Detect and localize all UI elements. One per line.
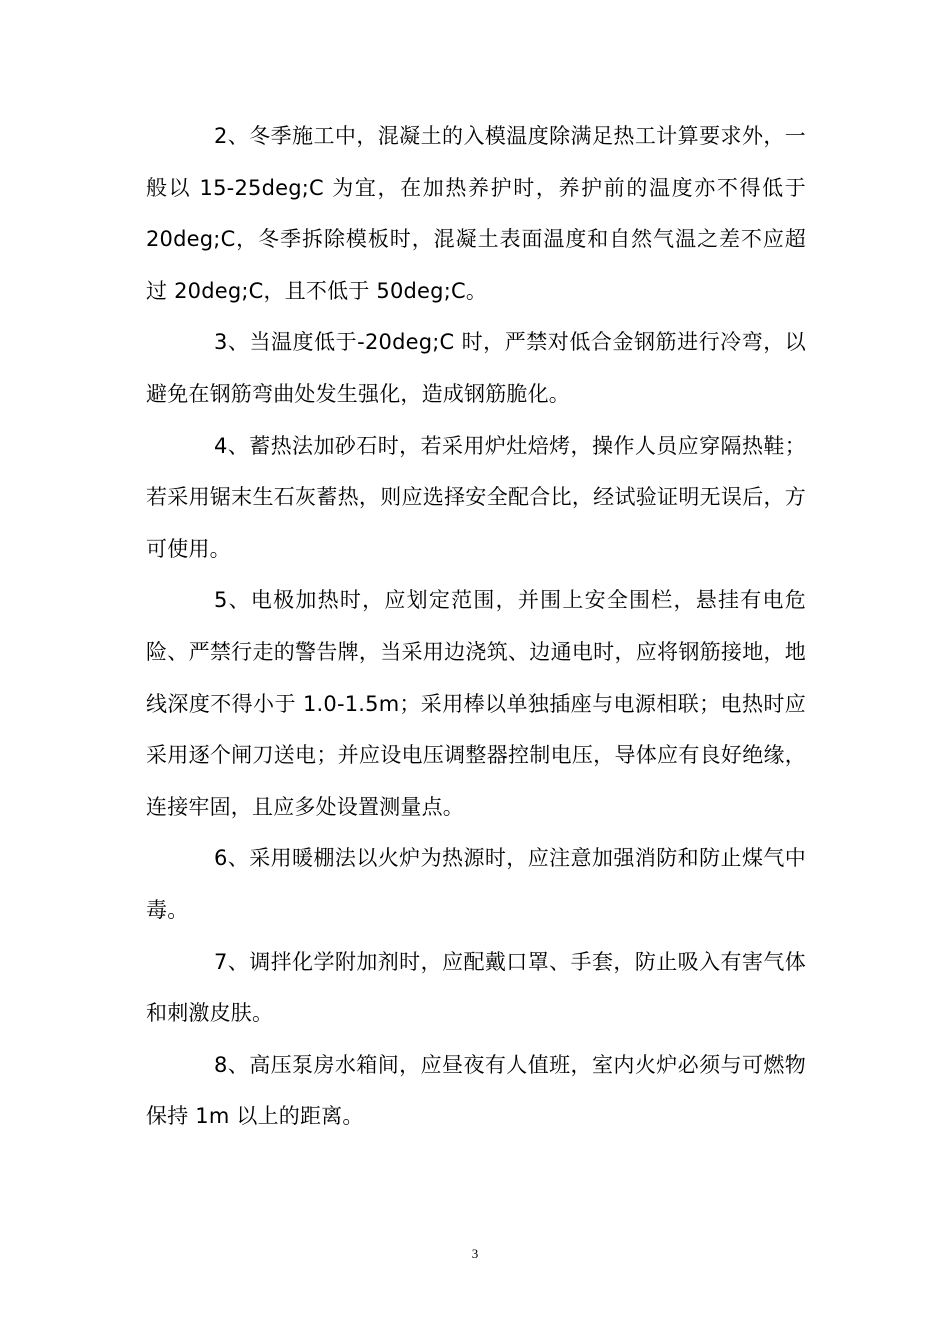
- paragraph-item-8: 8、高压泵房水箱间，应昼夜有人值班，室内火炉必须与可燃物保持 1m 以上的距离。: [146, 1052, 806, 1129]
- document-body: [146, 111, 806, 1143]
- paragraph-item-7: 7、调拌化学附加剂时，应配戴口罩、手套，防止吸入有害气体和刺激皮肤。: [146, 949, 806, 1026]
- paragraph-item-3: 3、当温度低于-20deg;C 时，严禁对低合金钢筋进行冷弯，以避免在钢筋弯曲处发生强化，造成钢筋脆化。: [146, 330, 806, 406]
- paragraph-item-2: 2、冬季施工中，混凝土的入模温度除满足热工计算要求外，一般以 15-25deg;C 为宜，在加热养护时，养护前的温度亦不得低于 20deg;C，冬季拆除模板时，混凝土表面温度和自然气温之差不应超过 20deg;C，且不低于 50deg;C。: [146, 124, 806, 303]
- paragraph-item-4: 4、蓄热法加砂石时，若采用炉灶焙烤，操作人员应穿隔热鞋；若采用锯末生石灰蓄热，则应选择安全配合比，经试验证明无误后，方可使用。: [146, 433, 806, 561]
- paragraph-item-5: 5、电极加热时，应划定范围，并围上安全围栏，悬挂有电危险、严禁行走的警告牌，当采用边浇筑、边通电时，应将钢筋接地，地线深度不得小于 1.0-1.5m；采用棒以单独插座与电源相联；电热时应采用逐个闸刀送电；并应设电压调整器控制电压，导体应有良好绝缘，连接牢固，且应多处设置测量点。: [146, 588, 806, 819]
- page-number: 3: [471, 1246, 479, 1261]
- paragraph-item-6: 6、采用暖棚法以火炉为热源时，应注意加强消防和防止煤气中毒。: [146, 846, 806, 922]
